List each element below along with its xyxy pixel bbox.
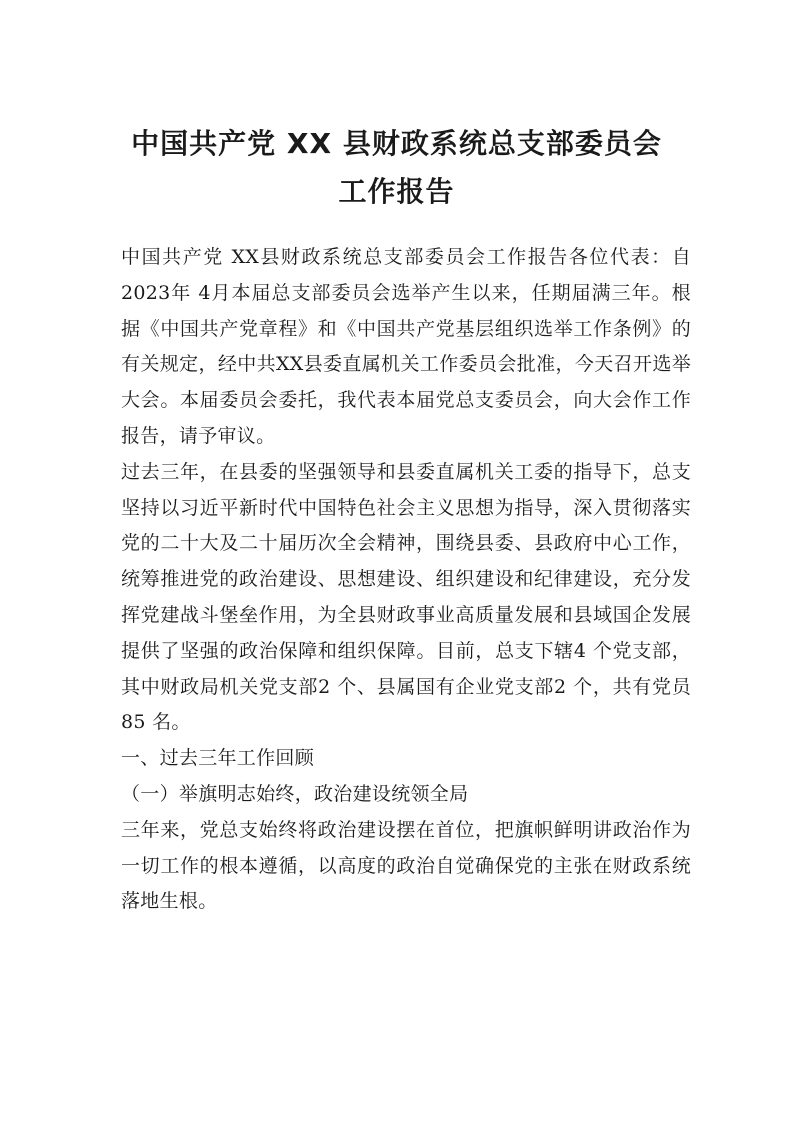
document-title: 中国共产党 XX 县财政系统总支部委员会 bbox=[131, 127, 662, 160]
section-heading: 一、过去三年工作回顾 bbox=[121, 747, 315, 770]
sub-heading: （一）举旗明志始终，政治建设统领全局 bbox=[121, 782, 469, 805]
paragraph-overview: 过去三年，在县委的坚强领导和县委直属机关工委的指导下，总支坚持以习近平新时代中国特色社会主义思想为指导，深入贯彻落实党的二十大及二十届历次全会精神，围绕县委、县政府中心工作，统筹推进党的政治建设、思想建设、组织建设和纪律建设，充分发挥党建战斗堡垒作用，为全县财政事业高质量发展和县域国企发展提供了坚强的政治保障和组织保障。目前，总支下辖4 个党支部，其中财政局机关党支部2 个、县属国有企业党支部2 个，共有党员85 名。 bbox=[121, 460, 691, 734]
document-title-line-2: 工作报告 bbox=[338, 175, 455, 208]
paragraph-opening: 中国共产党 XX县财政系统总支部委员会工作报告各位代表：自 2023年 4月本届总支部委员会选举产生以来，任期届满三年。根据《中国共产党章程》和《中国共产党基层组织选举工作条例》的有关规定，经中共XX县委直属机关工作委员会批准，今天召开选举大会。本届委员会委托，我代表本届党总支委员会，向大会作工作报告，请予审议。 bbox=[121, 246, 691, 447]
document-body bbox=[121, 240, 691, 920]
paragraph-political-construction: 三年来，党总支始终将政治建设摆在首位，把旗帜鲜明讲政治作为一切工作的根本遵循，以高度的政治自觉确保党的主张在财政系统落地生根。 bbox=[121, 818, 691, 913]
